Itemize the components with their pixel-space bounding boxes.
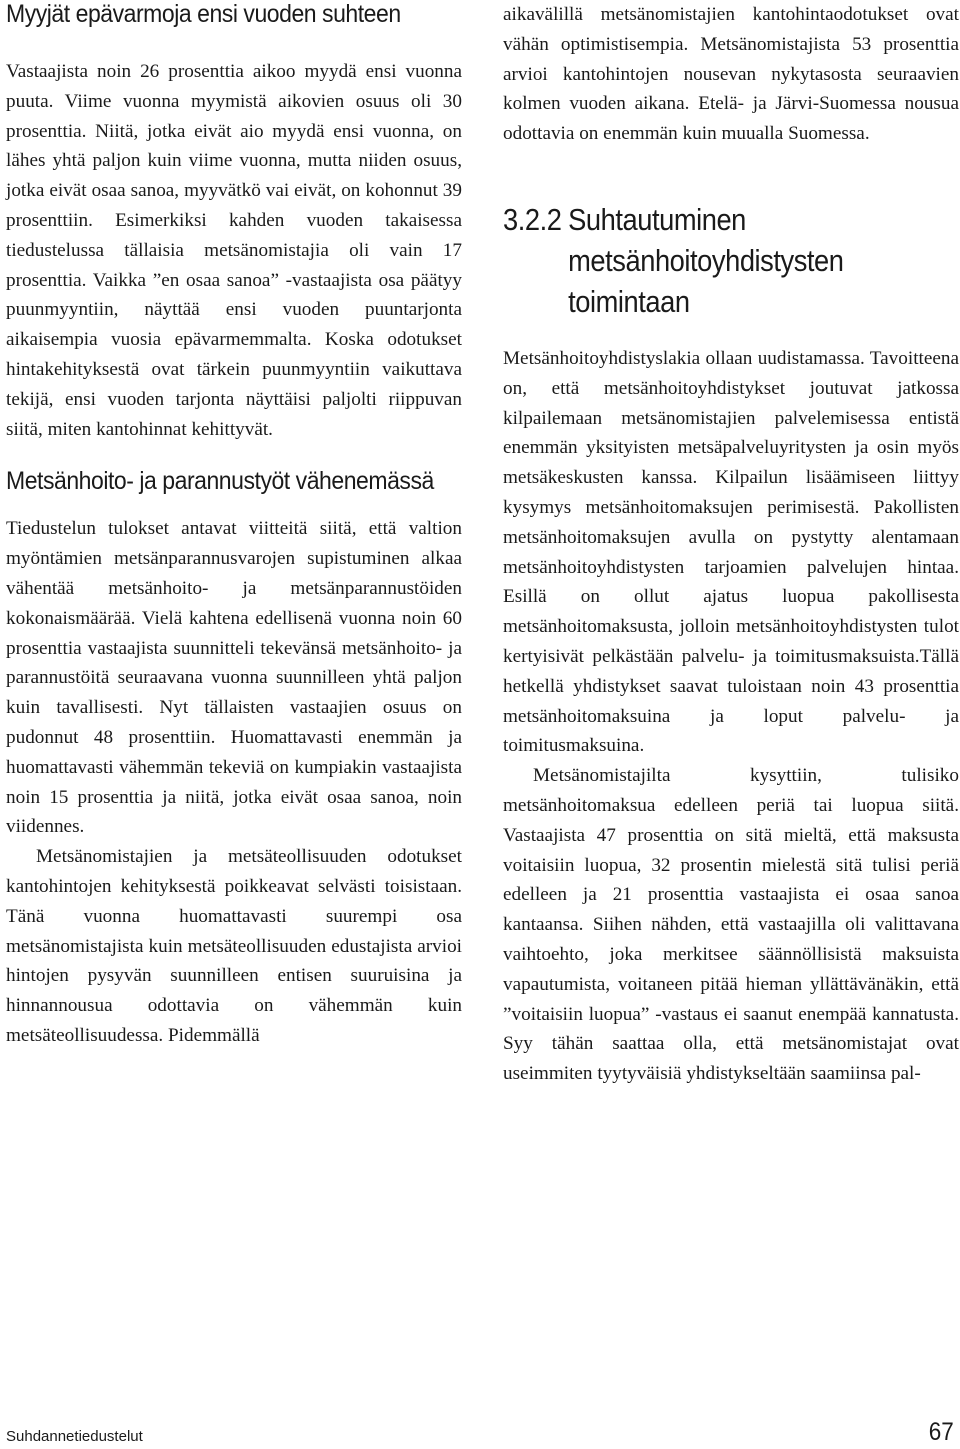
page-number: 67 (928, 1418, 954, 1446)
right-column (503, 0, 959, 1089)
body-paragraph: Metsänhoitoyhdistyslakia ollaan uudistamassa. Tavoitteena on, että metsänhoitoyhdistykset joutuvat jatkossa kilpailemaan metsänomistajien palvelemisessa entistä enemmän yksityisten metsäpalveluyritysten ja osin myös metsäkeskusten kanssa. Kilpailun lisäämiseen liittyy kysymys metsänhoitomaksujen perimisestä. Pakollisten metsänhoitomaksujen avulla on pystytty alentamaan metsänhoitoyhdistysten tarjoamien palvelujen hintaa. Esillä on ollut ajatus luopua pakollisesta metsänhoitomaksusta, jolloin metsänhoitoyhdistysten tulot kertyisivät pelkästään palvelu- ja toimitusmaksuista.Tällä hetkellä yhdistykset saavat tuloistaan noin 43 prosenttia metsänhoitomaksuina ja loput palvelu- ja toimitusmaksuina. (503, 347, 959, 757)
body-paragraph: Tiedustelun tulokset antavat viitteitä siitä, että valtion myöntämien metsänparannusvarojen supistuminen alkaa vähentää metsänhoito- ja metsänparannustöiden kokonaismäärää. Vielä kahtena edellisenä vuonna noin 60 prosenttia vastaajista suunnitteli tekevänsä metsänhoito- ja parannustöitä seuraavana vuonna suunnilleen yhtä paljon kuin tavallisesti. Nyt tällaisten vastaajien osuus on pudonnut 48 prosenttiin. Huomattavasti enemmän ja huomattavasti vähemmän tekeviä on kumpiakin vastaajista noin 15 prosenttia ja niitä, jotka eivät osaa sanoa, noin viidennes. (6, 518, 462, 838)
subsection-heading (503, 199, 952, 322)
body-paragraph: Metsänomistajien ja metsäteollisuuden odotukset kantohintojen kehityksestä poikkeavat selvästi toisistaan. Tänä vuonna huomattavasti suurempi osa metsänomistajista kuin metsäteollisuuden edustajista arvioi hintojen pysyvän suunnilleen entisen suuruisina ja hinnannousua odottavia on vähemmän kuin metsäteollisuudessa. Pidemmällä (6, 846, 462, 1046)
subsection-number: 3.2.2 (503, 201, 562, 237)
body-paragraph: Vastaajista noin 26 prosenttia aikoo myydä ensi vuonna puuta. Viime vuonna myymistä aikovien osuus oli 30 prosenttia. Niitä, jotka eivät aio myydä ensi vuonna, on lähes yhtä paljon kuin viime vuonna, mutta niiden osuus, jotka eivät osaa sanoa, myyvätkö vai eivät, on kohonnut 39 prosenttiin. Esimerkiksi kahden vuoden takaisessa tiedustelussa tällaisia metsänomistajia oli vain 17 prosenttia. Vaikka ”en osaa sanoa” -vastaajista osa päätyy puunmyyntiin, näyttää ensi vuoden puuntarjonta aikaisempia vuosia epävarmemmalta. Koska odotukset hintakehityksestä ovat tärkein puunmyyntiin vaikuttava tekijä, ensi vuoden tarjonta näyttäisi paljolti riippuvan siitä, miten kantohinnat kehittyvät. (6, 61, 462, 440)
body-paragraph: aikavälillä metsänomistajien kantohintaodotukset ovat vähän optimistisempia. Metsänomistajista 53 prosenttia arvioi kantohintojen nousevan nykytasosta seuraavien kolmen vuoden aikana. Etelä- ja Järvi-Suomessa nousua odottavia on enemmän kuin muualla Suomessa. (503, 4, 959, 145)
section-heading: Myyjät epävarmoja ensi vuoden suhteen (6, 0, 401, 28)
body-paragraph: Metsänomistajilta kysyttiin, tulisiko metsänhoitomaksua edelleen periä tai luopua siitä. Vastaajista 47 prosenttia on sitä mieltä, että maksusta voitaisiin luopua, 32 prosentin mielestä sitä tulisi periä edelleen ja 21 prosenttia vastaajista ei osaa sanoa kantaansa. Siihen nähden, että vastaajilla oli valittavana vaihtoehto, joka merkitsee säännöllisistä maksuista vapautumista, voitaneen pitää hieman yllättävänäkin, että ”voitaisiin luopua” -vastaus ei saanut enempää kannatusta. Syy tähän saattaa olla, että metsänomistajat ovat useimmiten tyytyväisiä yhdistykseltään saamiinsa pal- (503, 765, 959, 1085)
section-heading: Metsänhoito- ja parannustyöt vähenemässä (6, 467, 434, 496)
left-column (6, 0, 462, 1051)
footer-title: Suhdannetiedustelut (6, 1428, 143, 1445)
subsection-title: Suhtautuminen metsänhoitoyhdistysten toimintaan (568, 201, 844, 319)
